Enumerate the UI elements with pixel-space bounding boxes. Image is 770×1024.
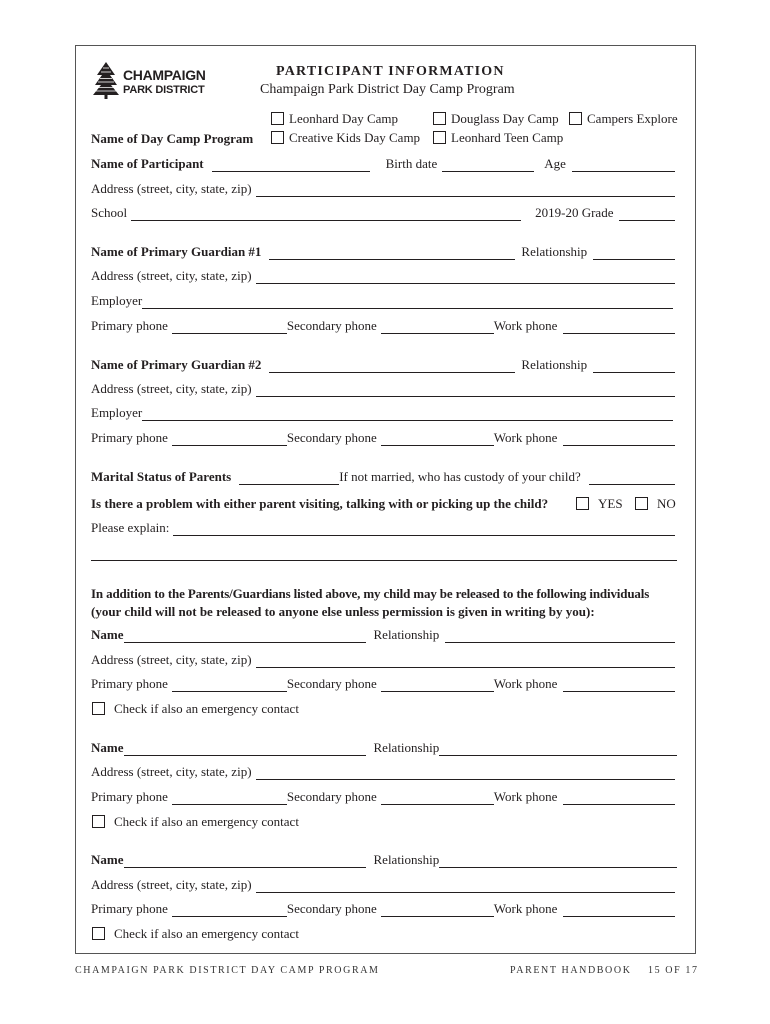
release3-address-field[interactable] <box>256 880 675 893</box>
yes-label: YES <box>598 496 623 511</box>
custody-label: If not married, who has custody of your child? <box>339 469 581 484</box>
participant-name-label: Name of Participant <box>91 156 204 171</box>
release-name-label: Name <box>91 740 124 755</box>
no-checkbox[interactable] <box>635 497 648 510</box>
emergency-label: Check if also an emergency contact <box>114 701 299 716</box>
guardian2-employer-field[interactable] <box>142 408 673 421</box>
marital-row <box>91 469 677 485</box>
school-label: School <box>91 205 128 220</box>
release1-emergency-checkbox[interactable] <box>92 702 105 715</box>
release3-work-phone-field[interactable] <box>563 904 675 917</box>
release1-name-row <box>91 627 677 643</box>
release1-address-field[interactable] <box>256 655 675 668</box>
explain-field-line2[interactable] <box>91 548 677 561</box>
release2-relationship-field[interactable] <box>439 743 677 756</box>
release2-name-row <box>91 740 677 756</box>
emergency-label: Check if also an emergency contact <box>114 926 299 941</box>
marital-status-label: Marital Status of Parents <box>91 469 232 484</box>
release1-work-phone-field[interactable] <box>563 679 675 692</box>
primary-phone-label: Primary phone <box>91 676 168 691</box>
release2-name-field[interactable] <box>124 743 366 756</box>
release2-primary-phone-field[interactable] <box>172 792 287 805</box>
release2-emergency-checkbox[interactable] <box>92 815 105 828</box>
guardian2-address-field[interactable] <box>256 384 675 397</box>
emergency-label: Check if also an emergency contact <box>114 814 299 829</box>
guardian1-name-row <box>91 244 677 260</box>
explain-field[interactable] <box>173 523 675 536</box>
participant-address-row <box>91 181 677 197</box>
program-label: Name of Day Camp Program <box>91 131 254 146</box>
guardian1-name-field[interactable] <box>269 247 515 260</box>
footer-handbook: PARENT HANDBOOK <box>510 965 632 976</box>
work-phone-label: Work phone <box>493 789 558 804</box>
guardian1-phone-row <box>91 318 677 334</box>
option-label: Campers Explore <box>587 111 678 126</box>
release3-primary-phone-field[interactable] <box>172 904 287 917</box>
option-label: Creative Kids Day Camp <box>289 130 421 145</box>
guardian1-primary-phone-field[interactable] <box>172 321 287 334</box>
release2-work-phone-field[interactable] <box>563 792 675 805</box>
work-phone-label: Work phone <box>493 318 558 333</box>
logo-line2: PARK DISTRICT <box>123 84 205 96</box>
release3-secondary-phone-field[interactable] <box>381 904 494 917</box>
birth-date-field[interactable] <box>442 159 534 172</box>
logo-line1: CHAMPAIGN <box>123 67 206 83</box>
address-label: Address (street, city, state, zip) <box>91 764 252 779</box>
address-label: Address (street, city, state, zip) <box>91 877 252 892</box>
creative-kids-checkbox[interactable] <box>271 131 284 144</box>
release-name-label: Name <box>91 852 124 867</box>
footer-program: CHAMPAIGN PARK DISTRICT DAY CAMP PROGRAM <box>75 965 380 976</box>
park-district-logo <box>93 61 208 101</box>
guardian1-secondary-phone-field[interactable] <box>381 321 494 334</box>
yes-checkbox[interactable] <box>576 497 589 510</box>
secondary-phone-label: Secondary phone <box>286 430 377 445</box>
school-field[interactable] <box>131 208 521 221</box>
page-subtitle: Champaign Park District Day Camp Program <box>260 82 515 97</box>
employer-label: Employer <box>91 405 143 420</box>
employer-label: Employer <box>91 293 143 308</box>
release1-relationship-field[interactable] <box>445 630 675 643</box>
release1-phone-row <box>91 676 677 692</box>
work-phone-label: Work phone <box>493 901 558 916</box>
guardian1-address-field[interactable] <box>256 271 675 284</box>
guardian2-work-phone-field[interactable] <box>563 433 675 446</box>
problem-question: Is there a problem with either parent visiting, talking with or picking up the child? <box>91 496 549 511</box>
participant-name-field[interactable] <box>212 159 370 172</box>
participant-row <box>91 156 677 172</box>
primary-phone-label: Primary phone <box>91 430 168 445</box>
guardian1-employer-field[interactable] <box>142 296 673 309</box>
page-title: PARTICIPANT INFORMATION <box>276 64 505 79</box>
guardian1-relationship-field[interactable] <box>593 247 675 260</box>
release-intro-line1: In addition to the Parents/Guardians listed above, my child may be released to the following individuals <box>91 586 650 601</box>
release2-address-field[interactable] <box>256 767 675 780</box>
relationship-label: Relationship <box>373 852 440 867</box>
age-field[interactable] <box>572 159 675 172</box>
school-row <box>91 205 677 221</box>
campers-explore-checkbox[interactable] <box>569 112 582 125</box>
primary-phone-label: Primary phone <box>91 789 168 804</box>
release3-name-row <box>91 852 677 868</box>
option-label: Leonhard Day Camp <box>289 111 399 126</box>
explain-label: Please explain: <box>91 520 170 535</box>
guardian2-relationship-field[interactable] <box>593 360 675 373</box>
tree-icon <box>93 61 119 99</box>
release-intro-line2: (your child will not be released to anyone else unless permission is given in writing by you): <box>91 604 595 619</box>
release1-secondary-phone-field[interactable] <box>381 679 494 692</box>
guardian1-name-label: Name of Primary Guardian #1 <box>91 244 262 259</box>
guardian2-secondary-phone-field[interactable] <box>381 433 494 446</box>
grade-field[interactable] <box>619 208 675 221</box>
primary-phone-label: Primary phone <box>91 318 168 333</box>
leonhard-day-camp-checkbox[interactable] <box>271 112 284 125</box>
address-label: Address (street, city, state, zip) <box>91 181 252 196</box>
explain-row-2 <box>91 545 677 561</box>
guardian2-employer-row <box>91 405 677 421</box>
relationship-label: Relationship <box>373 627 440 642</box>
release3-emergency-checkbox[interactable] <box>92 927 105 940</box>
marital-status-field[interactable] <box>239 472 339 485</box>
secondary-phone-label: Secondary phone <box>286 318 377 333</box>
release1-name-field[interactable] <box>124 630 366 643</box>
leonhard-teen-checkbox[interactable] <box>433 131 446 144</box>
option-label: Douglass Day Camp <box>451 111 559 126</box>
release3-name-field[interactable] <box>124 855 366 868</box>
address-label: Address (street, city, state, zip) <box>91 652 252 667</box>
guardian1-address-row <box>91 268 677 284</box>
release-name-label: Name <box>91 627 124 642</box>
footer-page-number: 15 OF 17 <box>648 965 699 976</box>
relationship-label: Relationship <box>521 357 588 372</box>
work-phone-label: Work phone <box>493 430 558 445</box>
guardian2-name-label: Name of Primary Guardian #2 <box>91 357 262 372</box>
guardian2-address-row <box>91 381 677 397</box>
release1-address-row <box>91 652 677 668</box>
address-label: Address (street, city, state, zip) <box>91 268 252 283</box>
primary-phone-label: Primary phone <box>91 901 168 916</box>
option-label: Leonhard Teen Camp <box>451 130 564 145</box>
work-phone-label: Work phone <box>493 676 558 691</box>
secondary-phone-label: Secondary phone <box>286 676 377 691</box>
guardian2-primary-phone-field[interactable] <box>172 433 287 446</box>
secondary-phone-label: Secondary phone <box>286 789 377 804</box>
release3-relationship-field[interactable] <box>439 855 677 868</box>
explain-row <box>91 520 677 536</box>
guardian1-employer-row <box>91 293 677 309</box>
secondary-phone-label: Secondary phone <box>286 901 377 916</box>
release1-primary-phone-field[interactable] <box>172 679 287 692</box>
relationship-label: Relationship <box>521 244 588 259</box>
age-label: Age <box>544 156 566 171</box>
no-label: NO <box>657 496 676 511</box>
guardian2-name-row <box>91 357 677 373</box>
grade-label: 2019-20 Grade <box>535 205 614 220</box>
guardian2-phone-row <box>91 430 677 446</box>
release2-phone-row <box>91 789 677 805</box>
release2-secondary-phone-field[interactable] <box>381 792 494 805</box>
release3-address-row <box>91 877 677 893</box>
release2-address-row <box>91 764 677 780</box>
relationship-label: Relationship <box>373 740 440 755</box>
participant-address-field[interactable] <box>256 184 675 197</box>
address-label: Address (street, city, state, zip) <box>91 381 252 396</box>
douglass-day-camp-checkbox[interactable] <box>433 112 446 125</box>
custody-field[interactable] <box>589 472 675 485</box>
release3-phone-row <box>91 901 677 917</box>
guardian1-work-phone-field[interactable] <box>563 321 675 334</box>
guardian2-name-field[interactable] <box>269 360 515 373</box>
birth-date-label: Birth date <box>385 156 438 171</box>
